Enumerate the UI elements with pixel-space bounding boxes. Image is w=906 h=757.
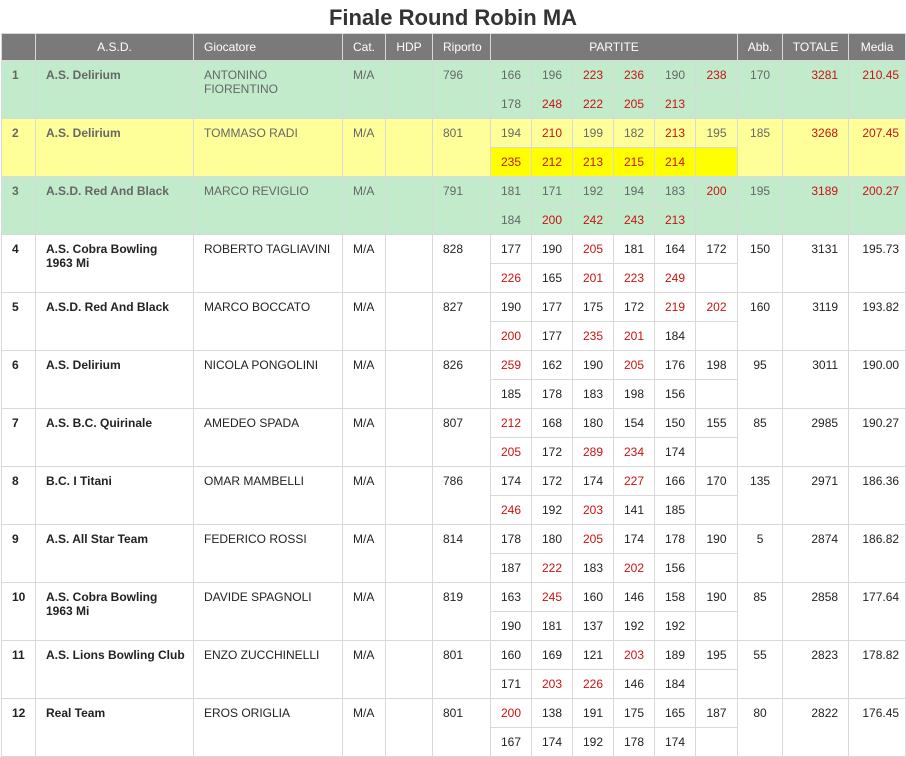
position-cell: 5	[2, 293, 36, 351]
category-cell: M/A	[343, 119, 386, 177]
category-cell: M/A	[343, 467, 386, 525]
total-cell: 2858	[783, 583, 849, 641]
game-score-empty-cell	[696, 612, 738, 641]
game-score-cell: 226	[491, 264, 532, 293]
header-abb: Abb.	[738, 34, 783, 61]
club-cell: A.S. B.C. Quirinale	[36, 409, 194, 467]
game-score-cell: 200	[491, 322, 532, 351]
total-cell: 3268	[783, 119, 849, 177]
game-score-cell: 178	[532, 380, 573, 409]
player-cell: NICOLA PONGOLINI	[194, 351, 343, 409]
table-row	[2, 235, 906, 264]
game-score-cell: 195	[696, 641, 738, 670]
position-cell: 1	[2, 61, 36, 119]
game-score-cell: 205	[614, 90, 655, 119]
player-cell: ANTONINO FIORENTINO	[194, 61, 343, 119]
game-score-cell: 194	[614, 177, 655, 206]
game-score-cell: 167	[491, 728, 532, 757]
game-score-cell: 165	[532, 264, 573, 293]
game-score-cell: 165	[655, 699, 696, 728]
game-score-cell: 203	[573, 496, 614, 525]
riporto-cell: 826	[433, 351, 491, 409]
game-score-cell: 184	[655, 322, 696, 351]
game-score-cell: 169	[532, 641, 573, 670]
game-score-cell: 243	[614, 206, 655, 235]
game-score-cell: 156	[655, 554, 696, 583]
hdp-cell	[386, 467, 433, 525]
game-score-cell: 289	[573, 438, 614, 467]
position-cell: 11	[2, 641, 36, 699]
game-score-cell: 236	[614, 61, 655, 90]
game-score-cell: 176	[655, 351, 696, 380]
abbuono-cell: 135	[738, 467, 783, 525]
category-cell: M/A	[343, 235, 386, 293]
game-score-cell: 180	[532, 525, 573, 554]
table-row	[2, 467, 906, 496]
game-score-cell: 137	[573, 612, 614, 641]
game-score-cell: 174	[655, 728, 696, 757]
game-score-cell: 200	[532, 206, 573, 235]
game-score-cell: 187	[696, 699, 738, 728]
hdp-cell	[386, 119, 433, 177]
game-score-empty-cell	[696, 670, 738, 699]
total-cell: 3011	[783, 351, 849, 409]
header-pos	[2, 34, 36, 61]
header-cat: Cat.	[343, 34, 386, 61]
category-cell: M/A	[343, 699, 386, 757]
riporto-cell: 827	[433, 293, 491, 351]
game-score-cell: 174	[655, 438, 696, 467]
game-score-cell: 174	[573, 467, 614, 496]
game-score-cell: 178	[655, 525, 696, 554]
category-cell: M/A	[343, 583, 386, 641]
game-score-cell: 201	[614, 322, 655, 351]
game-score-cell: 177	[532, 293, 573, 322]
game-score-cell: 223	[614, 264, 655, 293]
position-cell: 8	[2, 467, 36, 525]
page-title: Finale Round Robin MA	[328, 5, 578, 30]
average-cell: 186.82	[849, 525, 906, 583]
game-score-cell: 222	[573, 90, 614, 119]
game-score-cell: 172	[696, 235, 738, 264]
category-cell: M/A	[343, 641, 386, 699]
average-cell: 190.00	[849, 351, 906, 409]
hdp-cell	[386, 351, 433, 409]
total-cell: 3119	[783, 293, 849, 351]
game-score-cell: 192	[573, 728, 614, 757]
position-cell: 3	[2, 177, 36, 235]
game-score-cell: 121	[573, 641, 614, 670]
hdp-cell	[386, 177, 433, 235]
abbuono-cell: 85	[738, 409, 783, 467]
game-score-cell: 174	[614, 525, 655, 554]
game-score-cell: 213	[655, 119, 696, 148]
game-score-cell: 156	[655, 380, 696, 409]
game-score-empty-cell	[696, 148, 738, 177]
total-cell: 2971	[783, 467, 849, 525]
game-score-cell: 198	[696, 351, 738, 380]
player-cell: MARCO BOCCATO	[194, 293, 343, 351]
game-score-cell: 235	[491, 148, 532, 177]
club-cell: Real Team	[36, 699, 194, 757]
club-cell: A.S. Delirium	[36, 119, 194, 177]
game-score-cell: 166	[491, 61, 532, 90]
total-cell: 2823	[783, 641, 849, 699]
hdp-cell	[386, 409, 433, 467]
riporto-cell: 801	[433, 641, 491, 699]
game-score-cell: 242	[573, 206, 614, 235]
table-row	[2, 177, 906, 206]
game-score-cell: 185	[491, 380, 532, 409]
game-score-cell: 178	[614, 728, 655, 757]
game-score-empty-cell	[696, 728, 738, 757]
game-score-cell: 172	[532, 467, 573, 496]
game-score-empty-cell	[696, 380, 738, 409]
hdp-cell	[386, 583, 433, 641]
game-score-cell: 185	[655, 496, 696, 525]
header-player: Giocatore	[194, 34, 343, 61]
club-cell: A.S.D. Red And Black	[36, 177, 194, 235]
game-score-cell: 160	[573, 583, 614, 612]
game-score-cell: 190	[655, 61, 696, 90]
average-cell: 177.64	[849, 583, 906, 641]
game-score-cell: 187	[491, 554, 532, 583]
game-score-cell: 203	[614, 641, 655, 670]
game-score-cell: 190	[573, 351, 614, 380]
hdp-cell	[386, 235, 433, 293]
game-score-cell: 155	[696, 409, 738, 438]
header-riporto: Riporto	[433, 34, 491, 61]
riporto-cell: 801	[433, 699, 491, 757]
riporto-cell: 796	[433, 61, 491, 119]
header-totale: TOTALE	[783, 34, 849, 61]
table-row	[2, 699, 906, 728]
game-score-cell: 205	[491, 438, 532, 467]
game-score-empty-cell	[696, 90, 738, 119]
average-cell: 200.27	[849, 177, 906, 235]
player-cell: ENZO ZUCCHINELLI	[194, 641, 343, 699]
game-score-cell: 259	[491, 351, 532, 380]
game-score-cell: 180	[573, 409, 614, 438]
game-score-cell: 222	[532, 554, 573, 583]
game-score-cell: 181	[532, 612, 573, 641]
game-score-cell: 146	[614, 670, 655, 699]
game-score-cell: 192	[614, 612, 655, 641]
game-score-cell: 249	[655, 264, 696, 293]
riporto-cell: 828	[433, 235, 491, 293]
game-score-cell: 210	[532, 119, 573, 148]
game-score-cell: 175	[573, 293, 614, 322]
club-cell: A.S.D. Red And Black	[36, 293, 194, 351]
game-score-cell: 164	[655, 235, 696, 264]
game-score-cell: 175	[614, 699, 655, 728]
game-score-cell: 171	[491, 670, 532, 699]
standings-table	[1, 33, 906, 757]
player-cell: TOMMASO RADI	[194, 119, 343, 177]
average-cell: 178.82	[849, 641, 906, 699]
category-cell: M/A	[343, 409, 386, 467]
game-score-cell: 191	[573, 699, 614, 728]
game-score-cell: 226	[573, 670, 614, 699]
position-cell: 9	[2, 525, 36, 583]
average-cell: 186.36	[849, 467, 906, 525]
total-cell: 2874	[783, 525, 849, 583]
game-score-cell: 213	[655, 90, 696, 119]
riporto-cell: 807	[433, 409, 491, 467]
abbuono-cell: 160	[738, 293, 783, 351]
club-cell: A.S. Delirium	[36, 61, 194, 119]
game-score-cell: 214	[655, 148, 696, 177]
game-score-cell: 192	[573, 177, 614, 206]
hdp-cell	[386, 525, 433, 583]
game-score-cell: 178	[491, 525, 532, 554]
position-cell: 10	[2, 583, 36, 641]
club-cell: A.S. Cobra Bowling 1963 Mi	[36, 583, 194, 641]
game-score-cell: 177	[532, 322, 573, 351]
total-cell: 3189	[783, 177, 849, 235]
club-cell: A.S. Cobra Bowling 1963 Mi	[36, 235, 194, 293]
hdp-cell	[386, 61, 433, 119]
game-score-cell: 212	[491, 409, 532, 438]
game-score-cell: 141	[614, 496, 655, 525]
game-score-cell: 213	[655, 206, 696, 235]
game-score-cell: 195	[696, 119, 738, 148]
game-score-cell: 177	[491, 235, 532, 264]
hdp-cell	[386, 293, 433, 351]
game-score-empty-cell	[696, 322, 738, 351]
game-score-cell: 246	[491, 496, 532, 525]
game-score-cell: 213	[573, 148, 614, 177]
table-row	[2, 351, 906, 380]
game-score-cell: 178	[491, 90, 532, 119]
table-row	[2, 525, 906, 554]
game-score-cell: 190	[696, 525, 738, 554]
game-score-cell: 162	[532, 351, 573, 380]
abbuono-cell: 5	[738, 525, 783, 583]
abbuono-cell: 55	[738, 641, 783, 699]
game-score-cell: 150	[655, 409, 696, 438]
game-score-cell: 201	[573, 264, 614, 293]
table-body	[2, 61, 906, 757]
game-score-cell: 183	[573, 554, 614, 583]
riporto-cell: 814	[433, 525, 491, 583]
game-score-cell: 235	[573, 322, 614, 351]
category-cell: M/A	[343, 351, 386, 409]
riporto-cell: 801	[433, 119, 491, 177]
abbuono-cell: 95	[738, 351, 783, 409]
game-score-cell: 166	[655, 467, 696, 496]
header-club: A.S.D.	[36, 34, 194, 61]
total-cell: 2822	[783, 699, 849, 757]
game-score-cell: 200	[696, 177, 738, 206]
average-cell: 193.82	[849, 293, 906, 351]
game-score-cell: 192	[532, 496, 573, 525]
hdp-cell	[386, 699, 433, 757]
category-cell: M/A	[343, 525, 386, 583]
average-cell: 190.27	[849, 409, 906, 467]
game-score-cell: 183	[573, 380, 614, 409]
position-cell: 4	[2, 235, 36, 293]
table-row	[2, 409, 906, 438]
abbuono-cell: 195	[738, 177, 783, 235]
game-score-cell: 138	[532, 699, 573, 728]
header-media: Media	[849, 34, 906, 61]
club-cell: A.S. All Star Team	[36, 525, 194, 583]
abbuono-cell: 85	[738, 583, 783, 641]
game-score-cell: 172	[614, 293, 655, 322]
game-score-empty-cell	[696, 438, 738, 467]
abbuono-cell: 150	[738, 235, 783, 293]
club-cell: A.S. Delirium	[36, 351, 194, 409]
game-score-cell: 184	[655, 670, 696, 699]
game-score-cell: 168	[532, 409, 573, 438]
game-score-cell: 212	[532, 148, 573, 177]
table-row	[2, 119, 906, 148]
game-score-cell: 202	[614, 554, 655, 583]
game-score-cell: 203	[532, 670, 573, 699]
game-score-cell: 198	[614, 380, 655, 409]
average-cell: 195.73	[849, 235, 906, 293]
abbuono-cell: 170	[738, 61, 783, 119]
game-score-cell: 174	[491, 467, 532, 496]
table-row	[2, 583, 906, 612]
header-partite: PARTITE	[491, 34, 738, 61]
game-score-cell: 174	[532, 728, 573, 757]
game-score-cell: 184	[491, 206, 532, 235]
total-cell: 3131	[783, 235, 849, 293]
player-cell: DAVIDE SPAGNOLI	[194, 583, 343, 641]
game-score-cell: 190	[491, 612, 532, 641]
category-cell: M/A	[343, 61, 386, 119]
riporto-cell: 786	[433, 467, 491, 525]
game-score-cell: 196	[532, 61, 573, 90]
game-score-empty-cell	[696, 206, 738, 235]
game-score-cell: 194	[491, 119, 532, 148]
abbuono-cell: 185	[738, 119, 783, 177]
table-row	[2, 61, 906, 90]
player-cell: FEDERICO ROSSI	[194, 525, 343, 583]
player-cell: MARCO REVIGLIO	[194, 177, 343, 235]
total-cell: 3281	[783, 61, 849, 119]
game-score-cell: 248	[532, 90, 573, 119]
game-score-cell: 192	[655, 612, 696, 641]
game-score-cell: 170	[696, 467, 738, 496]
game-score-cell: 182	[614, 119, 655, 148]
game-score-cell: 245	[532, 583, 573, 612]
game-score-cell: 158	[655, 583, 696, 612]
game-score-cell: 234	[614, 438, 655, 467]
game-score-cell: 205	[573, 525, 614, 554]
game-score-empty-cell	[696, 496, 738, 525]
abbuono-cell: 80	[738, 699, 783, 757]
game-score-cell: 227	[614, 467, 655, 496]
player-cell: ROBERTO TAGLIAVINI	[194, 235, 343, 293]
game-score-cell: 146	[614, 583, 655, 612]
average-cell: 207.45	[849, 119, 906, 177]
position-cell: 7	[2, 409, 36, 467]
game-score-cell: 219	[655, 293, 696, 322]
game-score-cell: 200	[491, 699, 532, 728]
game-score-cell: 172	[532, 438, 573, 467]
position-cell: 2	[2, 119, 36, 177]
hdp-cell	[386, 641, 433, 699]
game-score-cell: 190	[532, 235, 573, 264]
category-cell: M/A	[343, 293, 386, 351]
average-cell: 210.45	[849, 61, 906, 119]
game-score-cell: 183	[655, 177, 696, 206]
game-score-cell: 190	[696, 583, 738, 612]
game-score-cell: 163	[491, 583, 532, 612]
game-score-cell: 199	[573, 119, 614, 148]
game-score-cell: 205	[614, 351, 655, 380]
game-score-cell: 223	[573, 61, 614, 90]
position-cell: 6	[2, 351, 36, 409]
player-cell: OMAR MAMBELLI	[194, 467, 343, 525]
game-score-cell: 181	[614, 235, 655, 264]
average-cell: 176.45	[849, 699, 906, 757]
game-score-cell: 189	[655, 641, 696, 670]
table-row	[2, 641, 906, 670]
riporto-cell: 819	[433, 583, 491, 641]
club-cell: A.S. Lions Bowling Club	[36, 641, 194, 699]
header-hdp: HDP	[386, 34, 433, 61]
total-cell: 2985	[783, 409, 849, 467]
club-cell: B.C. I Titani	[36, 467, 194, 525]
game-score-cell: 171	[532, 177, 573, 206]
header-row	[2, 34, 906, 61]
game-score-empty-cell	[696, 264, 738, 293]
category-cell: M/A	[343, 177, 386, 235]
table-row	[2, 293, 906, 322]
game-score-cell: 160	[491, 641, 532, 670]
riporto-cell: 791	[433, 177, 491, 235]
player-cell: AMEDEO SPADA	[194, 409, 343, 467]
position-cell: 12	[2, 699, 36, 757]
game-score-empty-cell	[696, 554, 738, 583]
game-score-cell: 205	[573, 235, 614, 264]
game-score-cell: 181	[491, 177, 532, 206]
player-cell: EROS ORIGLIA	[194, 699, 343, 757]
game-score-cell: 154	[614, 409, 655, 438]
game-score-cell: 215	[614, 148, 655, 177]
game-score-cell: 238	[696, 61, 738, 90]
game-score-cell: 190	[491, 293, 532, 322]
game-score-cell: 202	[696, 293, 738, 322]
